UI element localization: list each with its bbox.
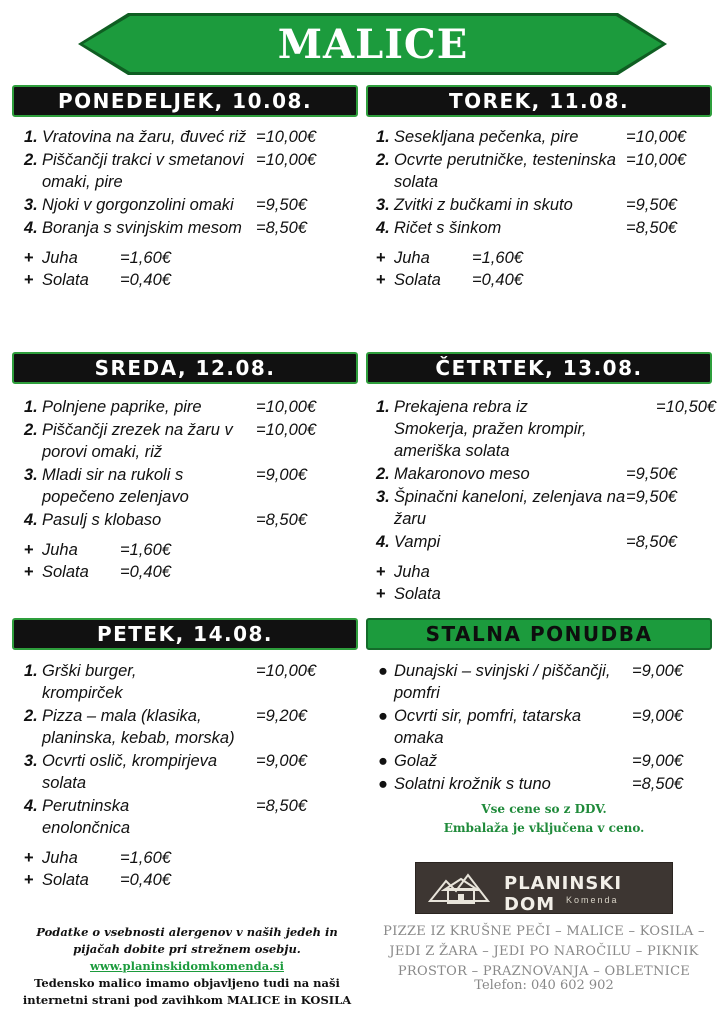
packaging-note: Embalaža je vključena v ceno.	[443, 821, 645, 835]
item-number: 4.	[24, 797, 38, 815]
list-item	[364, 486, 714, 530]
item-price: =10,00€	[256, 128, 317, 146]
list-item	[12, 750, 360, 794]
item-number: 3.	[376, 488, 390, 506]
item-number: 1.	[24, 662, 38, 680]
item-price: =10,00€	[626, 151, 687, 169]
list-item	[364, 773, 714, 795]
item-price: =10,00€	[256, 421, 317, 439]
item-name: Ocvrte perutničke, testeninska solata	[394, 151, 616, 191]
menu-stalna-ponudba	[364, 660, 714, 796]
bullet-icon: ●	[378, 707, 388, 725]
list-item	[364, 660, 714, 704]
list-item	[12, 419, 360, 463]
list-item	[12, 217, 360, 239]
item-name: Piščančji zrezek na žaru v porovi omaki, riž	[42, 421, 233, 461]
extras	[12, 847, 360, 891]
header-thursday: ČETRTEK, 13.08.	[366, 352, 712, 384]
item-number: 4.	[24, 219, 38, 237]
list-item	[12, 795, 360, 839]
item-price: =8,50€	[256, 797, 307, 815]
item-price: =8,50€	[256, 219, 307, 237]
list-item	[12, 149, 360, 193]
list-item	[364, 194, 714, 216]
extras	[364, 561, 714, 605]
plus-icon: +	[24, 541, 34, 559]
plus-icon: +	[376, 249, 386, 267]
item-name: Vratovina na žaru, đuveć riž	[42, 128, 247, 146]
header-monday: PONEDELJEK, 10.08.	[12, 85, 358, 117]
extra-name: Solata	[394, 271, 441, 289]
header-tuesday: TOREK, 11.08.	[366, 85, 712, 117]
vat-note: Vse cene so z DDV.	[481, 802, 607, 816]
plus-icon: +	[24, 249, 34, 267]
item-name: Špinačni kaneloni, zelenjava na žaru	[394, 488, 626, 528]
list-item	[364, 750, 714, 772]
item-name: Golaž	[394, 752, 438, 770]
extra-name: Juha	[42, 249, 78, 267]
item-number: 4.	[24, 511, 38, 529]
item-price: =9,00€	[256, 752, 307, 770]
website-link[interactable]: www.planinskidomkomenda.si	[89, 959, 284, 973]
extra-name: Solata	[42, 563, 89, 581]
item-number: 2.	[24, 707, 38, 725]
item-number: 4.	[376, 219, 390, 237]
extra-price: =0,40€	[120, 871, 171, 889]
item-name: Zvitki z bučkami in skuto	[394, 196, 573, 214]
item-name: Ocvrti sir, pomfri, tatarska omaka	[394, 707, 582, 747]
list-item	[364, 149, 714, 193]
plus-icon: +	[376, 563, 386, 581]
bullet-icon: ●	[378, 775, 388, 793]
item-name: Piščančji trakci v smetanovi omaki, pire	[42, 151, 244, 191]
extra-name: Juha	[394, 563, 430, 581]
item-name: Ocvrti oslič, krompirjeva solata	[42, 752, 218, 792]
extra-price: =0,40€	[120, 563, 171, 581]
extra-name: Solata	[42, 271, 89, 289]
item-price: =10,00€	[626, 128, 687, 146]
plus-icon: +	[376, 585, 386, 603]
allergen-note	[12, 924, 362, 1009]
item-number: 1.	[24, 128, 38, 146]
item-price: =10,00€	[256, 398, 317, 416]
item-number: 3.	[376, 196, 390, 214]
bullet-icon: ●	[378, 662, 388, 680]
extra-price: =1,60€	[120, 849, 171, 867]
list-item	[364, 705, 714, 749]
item-name: Polnjene paprike, pire	[42, 398, 202, 416]
title-banner	[78, 12, 668, 76]
extra-name: Solata	[42, 871, 89, 889]
plus-icon: +	[24, 271, 34, 289]
item-price: =8,50€	[626, 219, 677, 237]
extra-price: =0,40€	[120, 271, 171, 289]
item-name: Njoki v gorgonzolini omaki	[42, 196, 234, 214]
list-item	[12, 509, 360, 531]
list-item	[364, 396, 717, 462]
list-item	[12, 660, 360, 704]
item-price: =10,00€	[256, 662, 317, 680]
extras	[364, 247, 714, 291]
item-price: =9,50€	[626, 196, 677, 214]
list-item	[12, 126, 360, 148]
planinski-dom-logo	[415, 862, 673, 914]
extra-price: =0,40€	[472, 271, 523, 289]
item-price: =10,00€	[256, 151, 317, 169]
extra-name: Solata	[394, 585, 441, 603]
list-item	[12, 396, 360, 418]
item-number: 3.	[24, 196, 38, 214]
menu-wednesday	[12, 396, 360, 583]
item-number: 3.	[24, 466, 38, 484]
header-stalna-ponudba: STALNA PONUDBA	[366, 618, 712, 650]
item-number: 4.	[376, 533, 390, 551]
plus-icon: +	[24, 849, 34, 867]
bullet-icon: ●	[378, 752, 388, 770]
item-price: =9,50€	[626, 488, 677, 506]
item-number: 1.	[24, 398, 38, 416]
header-wednesday: SREDA, 12.08.	[12, 352, 358, 384]
item-name: Sesekljana pečenka, pire	[394, 128, 579, 146]
list-item	[364, 126, 714, 148]
list-item	[12, 705, 360, 749]
item-price: =9,00€	[632, 707, 683, 725]
item-number: 2.	[376, 151, 390, 169]
list-item	[364, 463, 714, 485]
item-name: Grški burger, krompirček	[42, 662, 137, 702]
services-list: PIZZE IZ KRUŠNE PEČI – MALICE – KOSILA – JEDI Z ŽARA – JEDI PO NAROČILU – PIKNIK PROSTOR – PRAZNOVANJA – OBLETNICE	[383, 924, 705, 979]
item-number: 1.	[376, 128, 390, 146]
item-price: =9,50€	[626, 465, 677, 483]
extra-price: =1,60€	[472, 249, 523, 267]
item-price: =9,00€	[256, 466, 307, 484]
item-number: 2.	[24, 151, 38, 169]
item-price: =10,50€	[656, 398, 717, 416]
extra-name: Juha	[42, 849, 78, 867]
item-number: 2.	[376, 465, 390, 483]
item-name: Mladi sir na rukoli s popečeno zelenjavo	[42, 466, 189, 506]
list-item	[12, 194, 360, 216]
item-name: Dunajski – svinjski / piščančji, pomfri	[394, 662, 611, 702]
list-item	[364, 217, 714, 239]
allergen-text: Podatke o vsebnosti alergenov v naših jedeh in pijačah dobite pri strežnem osebju.	[36, 925, 338, 956]
item-price: =8,50€	[632, 775, 683, 793]
item-name: Makaronovo meso	[394, 465, 530, 483]
weekly-menu-note: Tedensko malico imamo objavljeno tudi na naši internetni strani pod zavihkom MALICE in KOSILA	[22, 976, 352, 1007]
extra-name: Juha	[42, 541, 78, 559]
plus-icon: +	[376, 271, 386, 289]
item-price: =9,00€	[632, 662, 683, 680]
logo-text: PLANINSKI DOM	[504, 873, 623, 915]
plus-icon: +	[24, 563, 34, 581]
extras	[12, 247, 360, 291]
menu-monday	[12, 126, 360, 291]
header-friday: PETEK, 14.08.	[12, 618, 358, 650]
item-name: Boranja s svinjskim mesom	[42, 219, 242, 237]
item-price: =9,20€	[256, 707, 307, 725]
menu-thursday	[364, 396, 717, 605]
mountain-house-icon	[428, 871, 498, 907]
extras	[12, 539, 360, 583]
menu-tuesday	[364, 126, 714, 291]
extra-price: =1,60€	[120, 249, 171, 267]
phone-number: Telefon: 040 602 902	[474, 978, 614, 993]
plus-icon: +	[24, 871, 34, 889]
item-name: Solatni krožnik s tuno	[394, 775, 551, 793]
item-name: Pizza – mala (klasika, planinska, kebab, morska)	[42, 707, 235, 747]
menu-friday	[12, 660, 360, 891]
item-number: 3.	[24, 752, 38, 770]
item-name: Pasulj s klobaso	[42, 511, 162, 529]
item-name: Prekajena rebra iz Smokerja, pražen krompir, ameriška solata	[394, 398, 587, 460]
page-title: MALICE	[277, 20, 469, 68]
item-name: Vampi	[394, 533, 441, 551]
item-name: Perutninska enolončnica	[42, 797, 131, 837]
item-name: Ričet s šinkom	[394, 219, 502, 237]
list-item	[12, 464, 360, 508]
item-price: =9,50€	[256, 196, 307, 214]
item-price: =8,50€	[626, 533, 677, 551]
item-number: 1.	[376, 398, 390, 416]
logo-subtext: Komenda	[566, 895, 619, 905]
extra-price: =1,60€	[120, 541, 171, 559]
item-price: =8,50€	[256, 511, 307, 529]
list-item	[364, 531, 714, 553]
item-number: 2.	[24, 421, 38, 439]
extra-name: Juha	[394, 249, 430, 267]
item-price: =9,00€	[632, 752, 683, 770]
